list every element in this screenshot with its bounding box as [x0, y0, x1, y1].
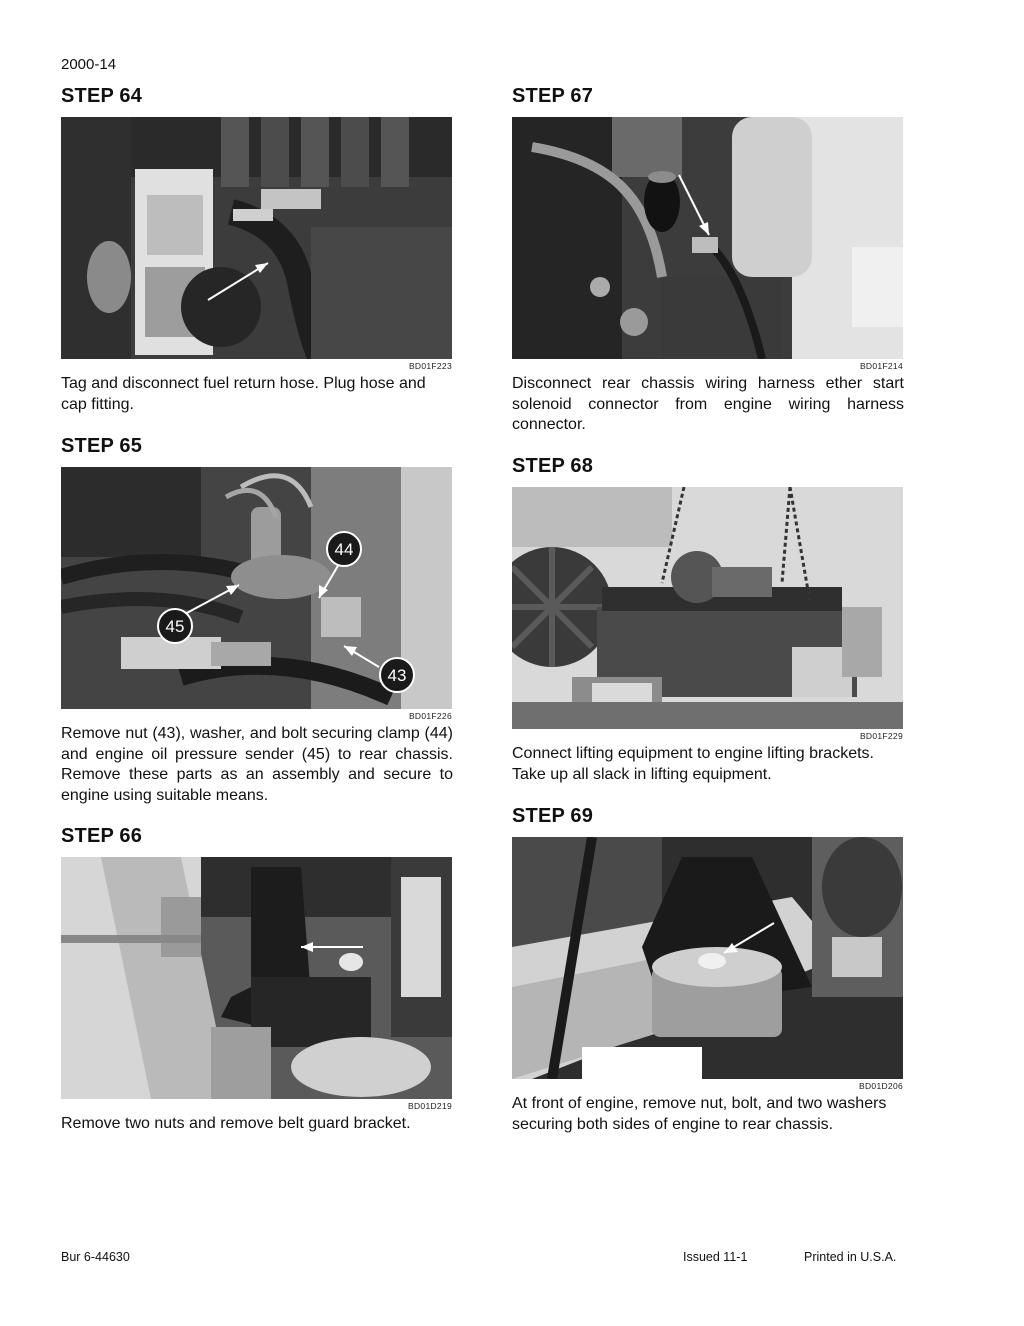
step-67-title: STEP 67 [512, 85, 594, 107]
step-68-photo [512, 487, 903, 729]
step-69-caption: At front of engine, remove nut, bolt, and two washers securing both sides of engine to rear chassis. [512, 1095, 887, 1133]
step-68-caption: Connect lifting equipment to engine lifting brackets. Take up all slack in lifting equipment. [512, 745, 874, 783]
step-64-title: STEP 64 [61, 85, 143, 107]
callout-44: 44 [334, 540, 354, 559]
step-66-photo [61, 857, 452, 1099]
step-68-title: STEP 68 [512, 455, 594, 477]
footer-doc-number: Bur 6-44630 [61, 1250, 130, 1264]
callout-45: 45 [165, 617, 185, 636]
step-69-title: STEP 69 [512, 805, 594, 827]
step-65-caption: Remove nut (43), washer, and bolt securing clamp (44) and engine oil pressure sender (45) to rear chassis. Remove these parts as an assembly and secure to engine using suitable means. [61, 725, 453, 804]
step-67-figure-code: BD01F214 [859, 361, 903, 371]
step-64-caption: Tag and disconnect fuel return hose. Plug hose and cap fitting. [61, 375, 426, 413]
step-68-figure-code: BD01F229 [859, 731, 903, 741]
step-69-figure-code: BD01D206 [859, 1081, 903, 1091]
footer-printed: Printed in U.S.A. [804, 1250, 897, 1264]
step-64-photo [61, 117, 452, 359]
step-66-caption: Remove two nuts and remove belt guard bracket. [61, 1115, 411, 1132]
step-65-figure-code: BD01F226 [408, 711, 452, 721]
step-69-photo [512, 837, 903, 1079]
footer-issued: Issued 11-1 [683, 1250, 748, 1264]
step-67-caption: Disconnect rear chassis wiring harness ether start solenoid connector from engine wiring harness connector. [512, 375, 904, 433]
step-64-figure-code: BD01F223 [408, 361, 452, 371]
step-65-title: STEP 65 [61, 435, 143, 457]
step-66-figure-code: BD01D219 [408, 1101, 452, 1111]
page-number: 2000-14 [61, 56, 117, 73]
step-66-title: STEP 66 [61, 825, 143, 847]
callout-43: 43 [387, 666, 407, 685]
step-65-photo [61, 467, 452, 709]
step-67-photo [512, 117, 903, 359]
